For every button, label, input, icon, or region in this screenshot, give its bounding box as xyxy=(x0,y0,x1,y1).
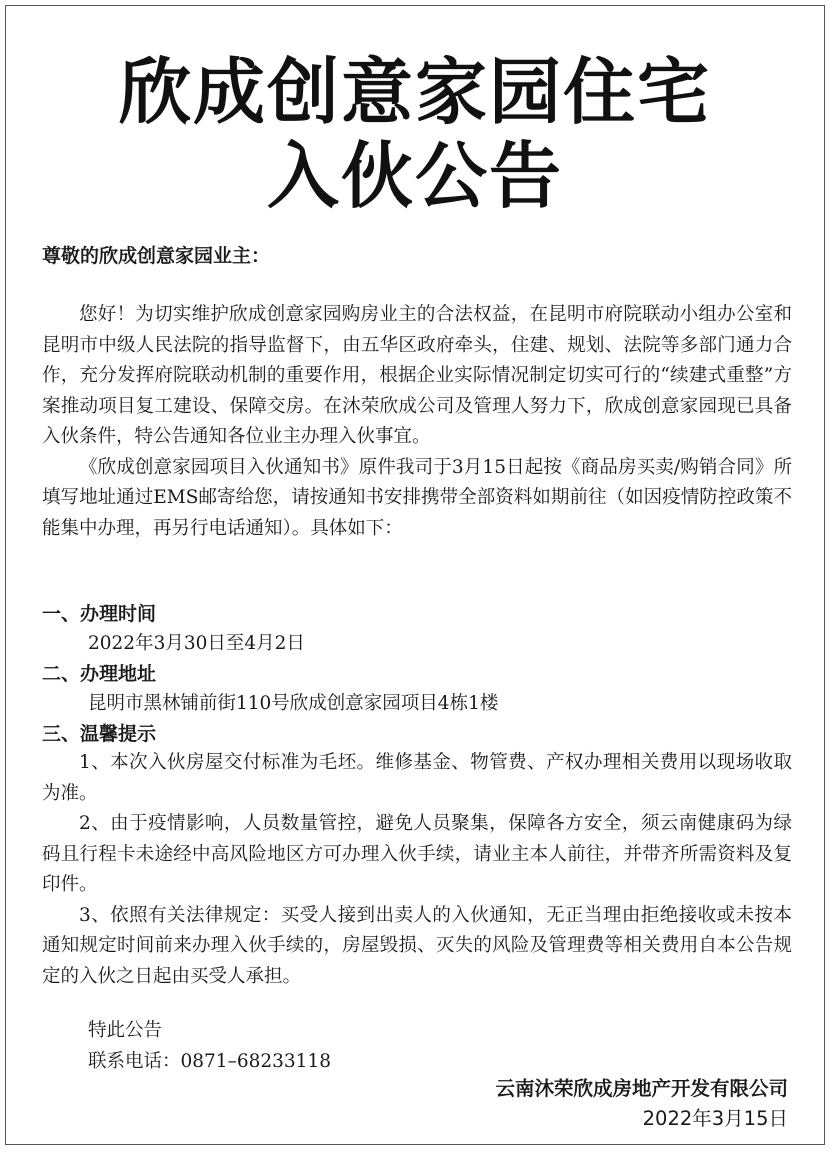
announcement-page xyxy=(5,5,825,1145)
signature-date: 2022年3月15日 xyxy=(642,1107,788,1130)
section-heading-time: 一、办理时间 xyxy=(42,603,157,625)
tip-item-1: 1、本次入伙房屋交付标准为毛坯。维修基金、物管费、产权办理相关费用以现场收取为准。 xyxy=(42,752,792,804)
salutation: 尊敬的欣成创意家园业主： xyxy=(42,245,271,267)
section-heading-address: 二、办理地址 xyxy=(42,663,157,685)
tip-item-3: 3、依照有关法律规定：买受人接到出卖人的入伙通知，无正当理由拒绝接收或未按本通知规定时间前来办理入伙手续的，房屋毁损、灭失的风险及管理费等相关费用自本公告规定的入伙之日起由买受人承担。 xyxy=(42,904,792,987)
intro-block xyxy=(42,300,792,544)
title-line-2: 入伙公告 xyxy=(266,134,563,218)
intro-paragraph-2: 《欣成创意家园项目入伙通知书》原件我司于3月15日起按《商品房买卖/购销合同》所填写地址通过EMS邮寄给您，请按通知书安排携带全部资料如期前往（如因疫情防控政策不能集中办理，再另行电话通知）。具体如下： xyxy=(42,456,792,539)
closing-notice: 特此公告 xyxy=(88,1020,163,1041)
intro-paragraph-1: 您好！为切实维护欣成创意家园购房业主的合法权益，在昆明市府院联动小组办公室和昆明市中级人民法院的指导监督下，由五华区政府牵头，住建、规划、法院等多部门通力合作，充分发挥府院联动机制的重要作用，根据企业实际情况制定切实可行的“续建式重整”方案推动项目复工建设、保障交房。在沐荣欣成公司及管理人努力下，欣成创意家园现已具备入伙条件，特公告通知各位业主办理入伙事宜。 xyxy=(42,304,792,447)
tip-item-2: 2、由于疫情影响，人员数量管控，避免人员聚集，保障各方安全，须云南健康码为绿码且行程卡未途经中高风险地区方可办理入伙手续，请业主本人前往，并带齐所需资料及复印件。 xyxy=(42,813,792,895)
contact-phone: 联系电话：0871–68233118 xyxy=(88,1051,331,1072)
section-value-time: 2022年3月30日至4月2日 xyxy=(88,633,305,654)
signature-company: 云南沐荣欣成房地产开发有限公司 xyxy=(495,1077,788,1100)
tips-block xyxy=(42,748,792,992)
section-value-address: 昆明市黑林铺前街110号欣成创意家园项目4栋1楼 xyxy=(88,693,499,714)
section-heading-tips: 三、温馨提示 xyxy=(42,723,157,745)
title-line-1: 欣成创意家园住宅 xyxy=(118,50,711,134)
